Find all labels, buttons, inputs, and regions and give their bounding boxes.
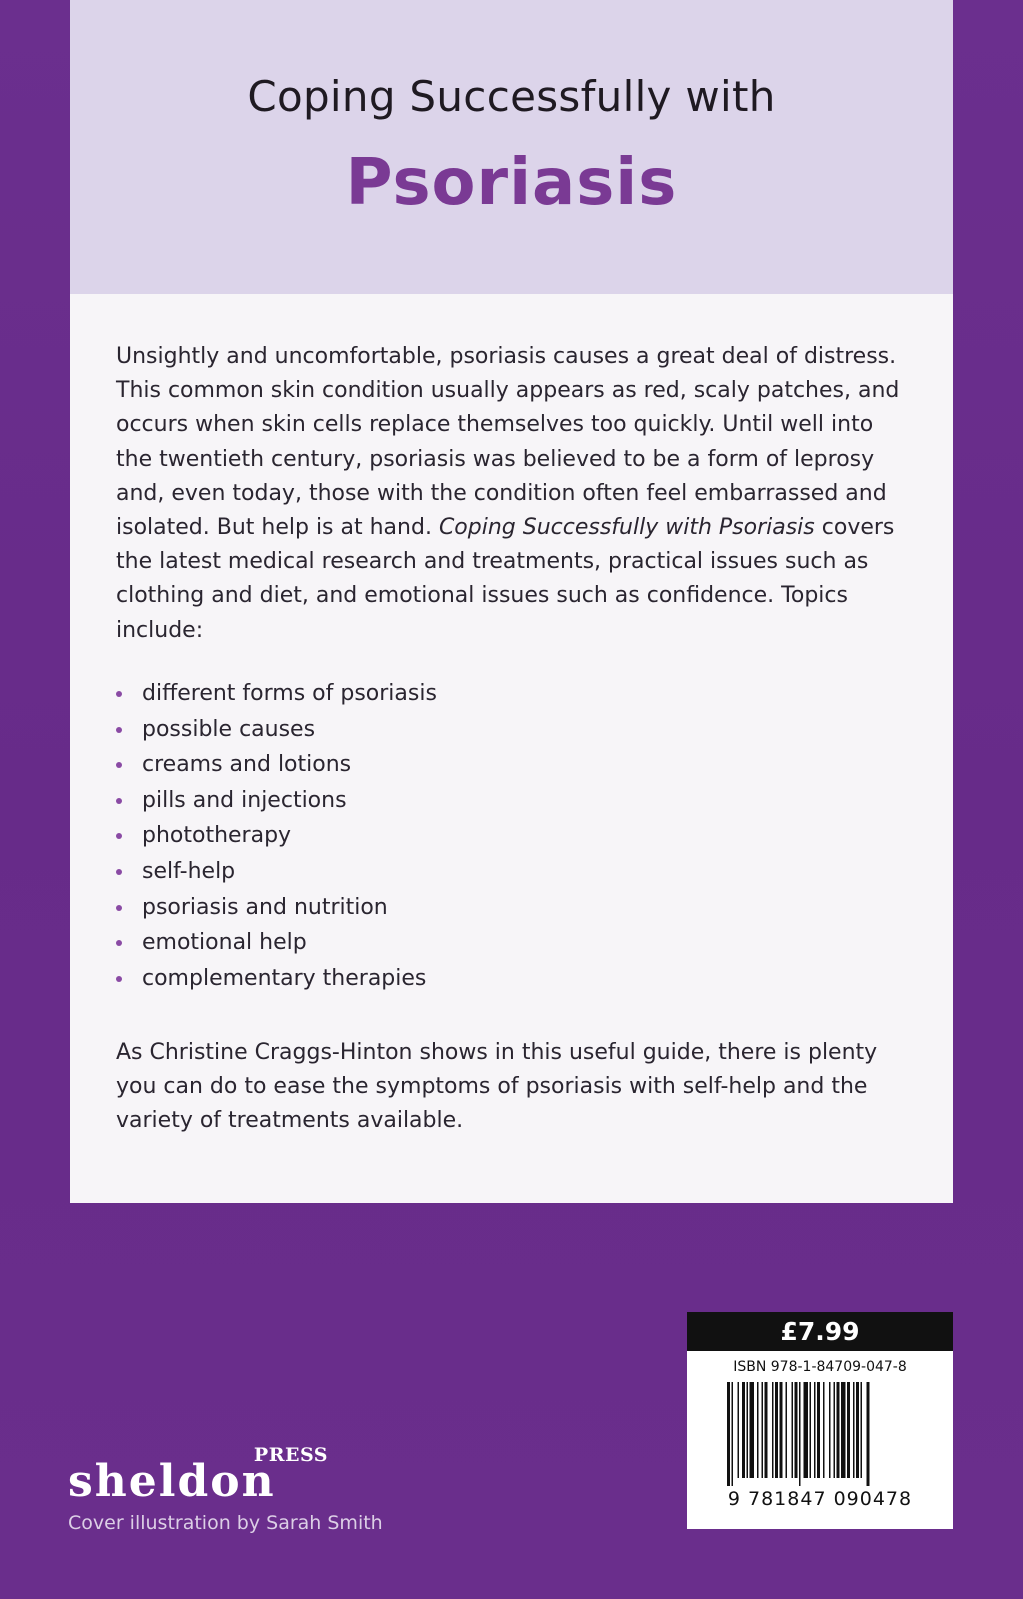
isbn-label: ISBN 978-1-84709-047-8 <box>733 1359 907 1375</box>
barcode-bar <box>817 1382 820 1478</box>
topic-label: complementary therapies <box>142 965 427 991</box>
barcode-bar <box>775 1382 778 1478</box>
barcode-bar <box>747 1382 749 1478</box>
barcode-bar <box>814 1382 816 1478</box>
barcode-bar <box>810 1382 812 1478</box>
barcode-bar <box>727 1382 730 1486</box>
barcode-bar <box>765 1382 768 1478</box>
description-panel <box>70 294 953 1203</box>
barcode-bar <box>799 1382 801 1486</box>
barcode-digits: 9 781847 090478 <box>727 1488 913 1510</box>
list-item <box>116 925 437 961</box>
topic-label: possible causes <box>142 716 316 742</box>
bullet-icon <box>116 869 122 875</box>
price-label: £7.99 <box>687 1312 953 1351</box>
bullet-icon <box>116 905 122 911</box>
barcode-bar <box>847 1382 850 1478</box>
topic-label: emotional help <box>142 930 307 956</box>
barcode-bar <box>757 1382 759 1478</box>
bullet-icon <box>116 940 122 946</box>
list-item <box>116 747 437 783</box>
barcode-icon <box>727 1382 913 1486</box>
barcode-bar <box>853 1382 855 1478</box>
barcode-bar <box>804 1382 809 1478</box>
barcode-bar <box>792 1382 794 1478</box>
list-item <box>116 783 437 819</box>
topic-label: psoriasis and nutrition <box>142 894 388 920</box>
barcode-bar <box>795 1382 798 1478</box>
blurb-book-title: Coping Successfully with Psoriasis <box>438 515 815 541</box>
publisher-logo <box>68 1444 338 1507</box>
topic-label: creams and lotions <box>142 752 352 778</box>
bullet-icon <box>116 727 122 733</box>
topic-label: self-help <box>142 858 236 884</box>
barcode-bar <box>732 1382 734 1486</box>
book-title: Psoriasis <box>345 146 678 220</box>
barcode-bar <box>861 1382 863 1478</box>
bullet-icon <box>116 833 122 839</box>
list-item <box>116 676 437 712</box>
barcode-bar <box>786 1382 788 1478</box>
bullet-icon <box>116 762 122 768</box>
list-item <box>116 961 437 997</box>
barcode-bar <box>762 1382 764 1478</box>
barcode-bar <box>837 1382 840 1478</box>
bullet-icon <box>116 798 122 804</box>
title-panel <box>70 0 953 294</box>
barcode-bar <box>823 1382 825 1478</box>
topic-label: pills and injections <box>142 787 347 813</box>
publisher-name: sheldon <box>68 1456 276 1507</box>
list-item <box>116 712 437 748</box>
bullet-icon <box>116 691 122 697</box>
topics-list <box>116 676 437 996</box>
closing-paragraph: As Christine Craggs-Hinton shows in this useful guide, there is plenty you can do to ease the symptoms of psoriasis with self-help and the variety of treatments available. <box>116 1040 878 1134</box>
barcode-bar <box>834 1382 836 1478</box>
illustration-credit: Cover illustration by Sarah Smith <box>68 1512 383 1534</box>
barcode-bar <box>738 1382 740 1478</box>
barcode-bar <box>780 1382 783 1478</box>
barcode-bar <box>867 1382 870 1486</box>
blurb-paragraph <box>116 340 916 648</box>
barcode-bar <box>742 1382 745 1478</box>
barcode-block <box>687 1312 953 1529</box>
topic-label: different forms of psoriasis <box>142 681 437 706</box>
blurb-text-part1: Unsightly and uncomfortable, psoriasis causes a great deal of distress. This common skin condition usually appears as red, scaly patches, and occurs when skin cells replace themselves too quickly. Until well into the twentieth century, psoriasis was believed to be a form of leprosy and, even today, those with the condition often feel embarrassed and isolated. But help is at hand. <box>116 344 900 541</box>
list-item <box>116 854 437 890</box>
barcode-bar <box>772 1382 774 1478</box>
barcode-bar <box>841 1382 846 1478</box>
list-item <box>116 890 437 926</box>
publisher-imprint: PRESS <box>253 1444 328 1466</box>
pre-title: Coping Successfully with <box>247 72 776 121</box>
blurb-text-part2: covers the latest medical research and treatments, practical issues such as clothing and diet, and emotional issues such as confidence. Topics include: <box>116 515 895 643</box>
list-item <box>116 818 437 854</box>
bullet-icon <box>116 976 122 982</box>
barcode-bar <box>856 1382 859 1478</box>
barcode-bar <box>750 1382 755 1478</box>
topic-label: phototherapy <box>142 823 292 849</box>
barcode-bar <box>829 1382 831 1478</box>
